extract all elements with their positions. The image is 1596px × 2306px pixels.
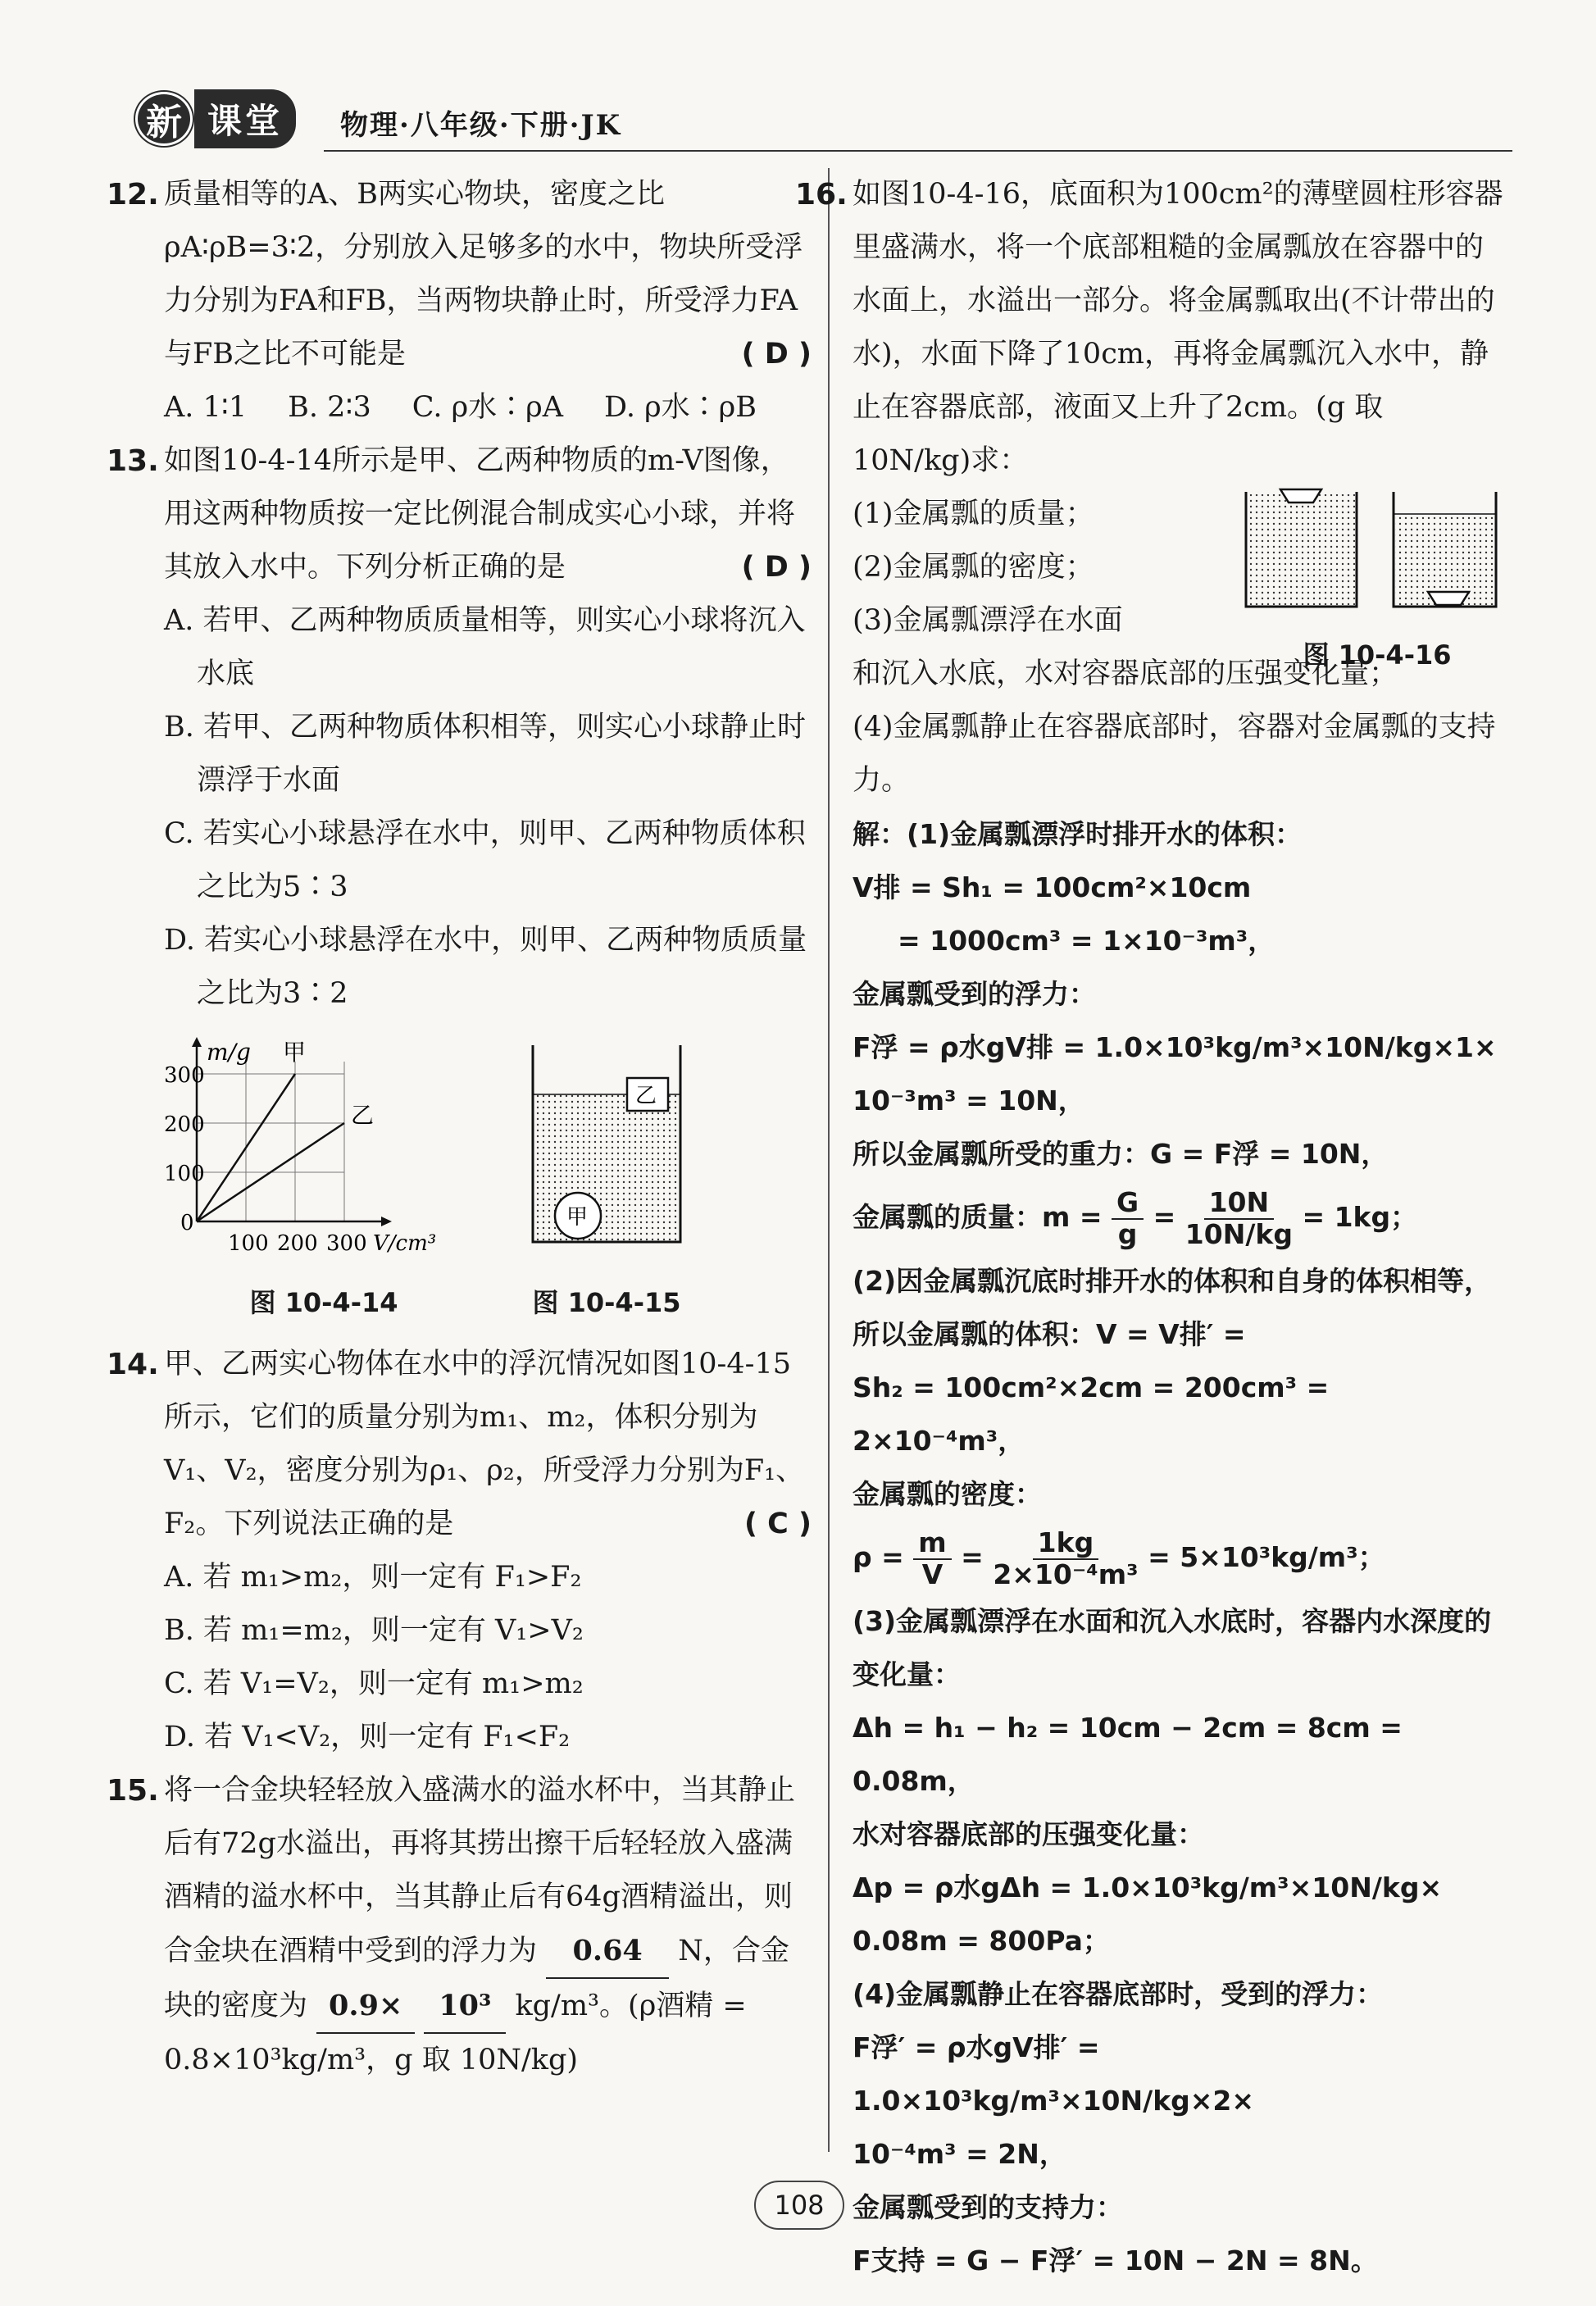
y-tick: 100 <box>164 1162 205 1186</box>
logo-rest: 课堂 <box>194 89 296 148</box>
question-number: 16. <box>795 178 848 211</box>
numerator: 1kg <box>1033 1528 1099 1559</box>
answer-blank-2b: 10³ <box>424 1979 506 2034</box>
solution-line: (2)因金属瓢沉底时排开水的体积和自身的体积相等，所以金属瓢的体积：V = V排′ = <box>853 1265 1492 1350</box>
denominator: 2×10⁻⁴m³ <box>993 1558 1139 1590</box>
label-yi: 乙 <box>351 1102 375 1129</box>
logo <box>135 90 324 148</box>
solution-line: 10⁻⁴m³ = 2N， <box>853 2138 1066 2170</box>
floating-ladle <box>1280 489 1321 503</box>
logo-first-char: 新 <box>135 92 193 146</box>
figure-caption: 图 10-4-14 <box>249 1287 398 1318</box>
sub-questions <box>853 488 1508 671</box>
option-a: A. 若 m₁>m₂，则一定有 F₁>F₂ <box>164 1561 582 1594</box>
solution-line: 10⁻³m³ = 10N， <box>853 1085 1085 1117</box>
question-text: 如图10-4-16，底面积为100cm²的薄壁圆柱形容器里盛满水，将一个底部粗糙的金属瓢放在容器中的水面上，水溢出一部分。将金属瓢取出(不计带出的水)，水面下降了10cm，再将金属瓢沉入水中，静止在容器底部，液面又上升了2cm。(g 取 10N/kg)求： <box>853 178 1503 477</box>
question-text: 质量相等的A、B两实心物块，密度之比ρA∶ρB=3∶2，分别放入足够多的水中，物块所受浮力分别为FA和FB，当两物块静止时，所受浮力FA与FB之比不可能是 <box>164 178 803 371</box>
option-a: A. 1∶1 <box>164 391 248 424</box>
book-subtitle: 物理·八年级·下册·JK <box>340 109 622 142</box>
option-b: B. 2∶3 <box>288 391 371 424</box>
figures-14-15 <box>164 1037 812 1330</box>
numerator: m <box>913 1528 951 1559</box>
question-text: 如图10-4-14所示是甲、乙两种物质的m-V图像，用这两种物质按一定比例混合制成实心小球，并将其放入水中。下列分析正确的是 <box>164 444 796 584</box>
solution-line: Sh₂ = 100cm²×2cm = 200cm³ = 2×10⁻⁴m³， <box>853 1371 1330 1457</box>
equals: = <box>1153 1201 1176 1233</box>
solution-density-line <box>853 1521 1508 1594</box>
label-jia: 甲 <box>566 1205 589 1230</box>
x-axis-label: V/cm³ <box>373 1231 437 1256</box>
equals: = <box>961 1541 984 1573</box>
page-number: 108 <box>754 2181 844 2230</box>
option-d: D. 若 V₁<V₂，则一定有 F₁<F₂ <box>164 1721 571 1753</box>
question-12 <box>107 168 812 434</box>
y-axis-label: m/g <box>207 1039 251 1066</box>
solution-line: 0.08m = 800Pa； <box>853 1925 1110 1957</box>
solution-text: = 5×10³kg/m³； <box>1148 1541 1385 1573</box>
sunk-ladle <box>1428 592 1469 605</box>
sub-question-3b: 和沉入水底，水对容器底部的压强变化量； <box>853 657 1398 690</box>
fraction <box>1185 1188 1293 1249</box>
solution-line: V排 = Sh₁ = 100cm²×10cm <box>853 871 1252 903</box>
x-tick: 100 <box>228 1231 269 1256</box>
question-16 <box>795 168 1508 807</box>
solution-text: = 1kg； <box>1302 1201 1418 1233</box>
options <box>164 381 812 434</box>
figure-10-4-16 <box>1238 488 1508 682</box>
solution-line: (4)金属瓢静止在容器底部时，受到的浮力： <box>853 1978 1384 2010</box>
question-number: 15. <box>107 1774 159 1808</box>
question-number: 12. <box>107 178 159 211</box>
figure-caption: 图 10-4-16 <box>1303 639 1452 671</box>
solution-line: 水对容器底部的压强变化量： <box>853 1818 1204 1850</box>
question-text-2: N，合金块的密度为 <box>164 1935 789 2022</box>
solution-line: F支持 = G − F浮′ = 10N − 2N = 8N。 <box>853 2245 1378 2276</box>
option-d: D. 若实心小球悬浮在水中，则甲、乙两种物质质量之比为3∶2 <box>164 924 807 1010</box>
x-tick: 200 <box>277 1231 318 1256</box>
solution-line: = 1000cm³ = 1×10⁻³m³， <box>898 925 1275 957</box>
left-column <box>107 168 812 2087</box>
solution-line: F浮′ = ρ水gV排′ = 1.0×10³kg/m³×10N/kg×2× <box>853 2031 1255 2117</box>
m-v-graph <box>164 1037 484 1258</box>
column-divider <box>828 168 830 2152</box>
denominator: 10N/kg <box>1184 1217 1293 1250</box>
denominator: g <box>1117 1217 1138 1250</box>
solution-line: 金属瓢受到的支持力： <box>853 2191 1123 2223</box>
fraction <box>913 1528 951 1590</box>
solution-line: Δh = h₁ − h₂ = 10cm − 2cm = 8cm = 0.08m， <box>853 1712 1403 1797</box>
figure-caption: 图 10-4-15 <box>532 1287 681 1318</box>
sub-question-1: (1)金属瓢的质量； <box>853 498 1094 530</box>
question-text-3: kg/m³。(ρ酒精 = 0.8×10³kg/m³，g 取 10N/kg) <box>164 1990 747 2076</box>
answer: ( D ) <box>741 338 812 371</box>
container-diagram <box>525 1037 689 1258</box>
option-c: C. ρ水∶ρA <box>412 391 564 424</box>
solution-line: (3)金属瓢漂浮在水面和沉入水底时，容器内水深度的变化量： <box>853 1605 1492 1690</box>
sub-question-4: (4)金属瓢静止在容器底部时，容器对金属瓢的支持力。 <box>853 711 1496 797</box>
question-number: 14. <box>107 1348 159 1381</box>
answer-blank-1: 0.64 <box>546 1924 669 1979</box>
denominator: V <box>921 1558 944 1590</box>
question-13 <box>107 434 812 1021</box>
solution <box>853 807 1508 2287</box>
fraction <box>1112 1188 1144 1249</box>
solution-line: 解：(1)金属瓢漂浮时排开水的体积： <box>853 818 1303 850</box>
answer: ( C ) <box>743 1508 812 1540</box>
figure-10-4-15 <box>525 1037 689 1330</box>
y-tick: 0 <box>180 1211 194 1235</box>
solution-text: ρ = <box>853 1541 904 1573</box>
x-tick: 300 <box>326 1231 367 1256</box>
figure-10-4-14 <box>164 1037 484 1330</box>
question-text: 甲、乙两实心物体在水中的浮沉情况如图10-4-15所示，它们的质量分别为m₁、m₂，体积分别为V₁、V₂，密度分别为ρ₁、ρ₂，所受浮力分别为F₁、F₂。下列说法正确的是 <box>164 1348 805 1540</box>
option-c: C. 若 V₁=V₂，则一定有 m₁>m₂ <box>164 1667 584 1700</box>
y-tick: 200 <box>164 1112 205 1137</box>
solution-line: F浮 = ρ水gV排 = 1.0×10³kg/m³×10N/kg×1× <box>853 1031 1497 1063</box>
question-15 <box>107 1764 812 2087</box>
y-tick: 300 <box>164 1063 205 1088</box>
answer-blank-2a: 0.9× <box>316 1979 415 2034</box>
solution-line: Δp = ρ水gΔh = 1.0×10³kg/m³×10N/kg× <box>853 1872 1443 1903</box>
option-b: B. 若 m₁=m₂，则一定有 V₁>V₂ <box>164 1614 584 1647</box>
solution-text: 金属瓢的质量：m = <box>853 1201 1103 1233</box>
option-d: D. ρ水∶ρB <box>604 391 757 424</box>
numerator: G <box>1112 1188 1144 1219</box>
option-b: B. 若甲、乙两种物质体积相等，则实心小球静止时漂浮于水面 <box>164 711 806 797</box>
solution-mass-line <box>853 1180 1508 1254</box>
container-diagrams <box>1238 488 1508 611</box>
numerator: 10N <box>1204 1188 1275 1219</box>
question-14 <box>107 1338 812 1764</box>
solution-line: 金属瓢受到的浮力： <box>853 978 1096 1010</box>
sub-question-2: (2)金属瓢的密度； <box>853 551 1094 584</box>
answer: ( D ) <box>741 551 812 584</box>
fraction <box>993 1528 1138 1590</box>
header-rule <box>324 150 1512 152</box>
option-a: A. 若甲、乙两种物质质量相等，则实心小球将沉入水底 <box>164 604 806 690</box>
question-number: 13. <box>107 444 159 478</box>
label-yi: 乙 <box>635 1084 657 1108</box>
label-jia: 甲 <box>283 1039 307 1066</box>
option-c: C. 若实心小球悬浮在水中，则甲、乙两种物质体积之比为5∶3 <box>164 817 806 903</box>
question-text: 将一合金块轻轻放入盛满水的溢水杯中，当其静止后有72g水溢出，再将其捞出擦干后轻轻放入盛满酒精的溢水杯中，当其静止后有64g酒精溢出，则合金块在酒精中受到的浮力为 <box>164 1774 796 1967</box>
page-header <box>135 86 1512 152</box>
solution-line: 所以金属瓢所受的重力：G = F浮 = 10N， <box>853 1138 1389 1170</box>
sub-question-3a: (3)金属瓢漂浮在水面 <box>853 604 1123 637</box>
solution-line: 金属瓢的密度： <box>853 1478 1042 1510</box>
